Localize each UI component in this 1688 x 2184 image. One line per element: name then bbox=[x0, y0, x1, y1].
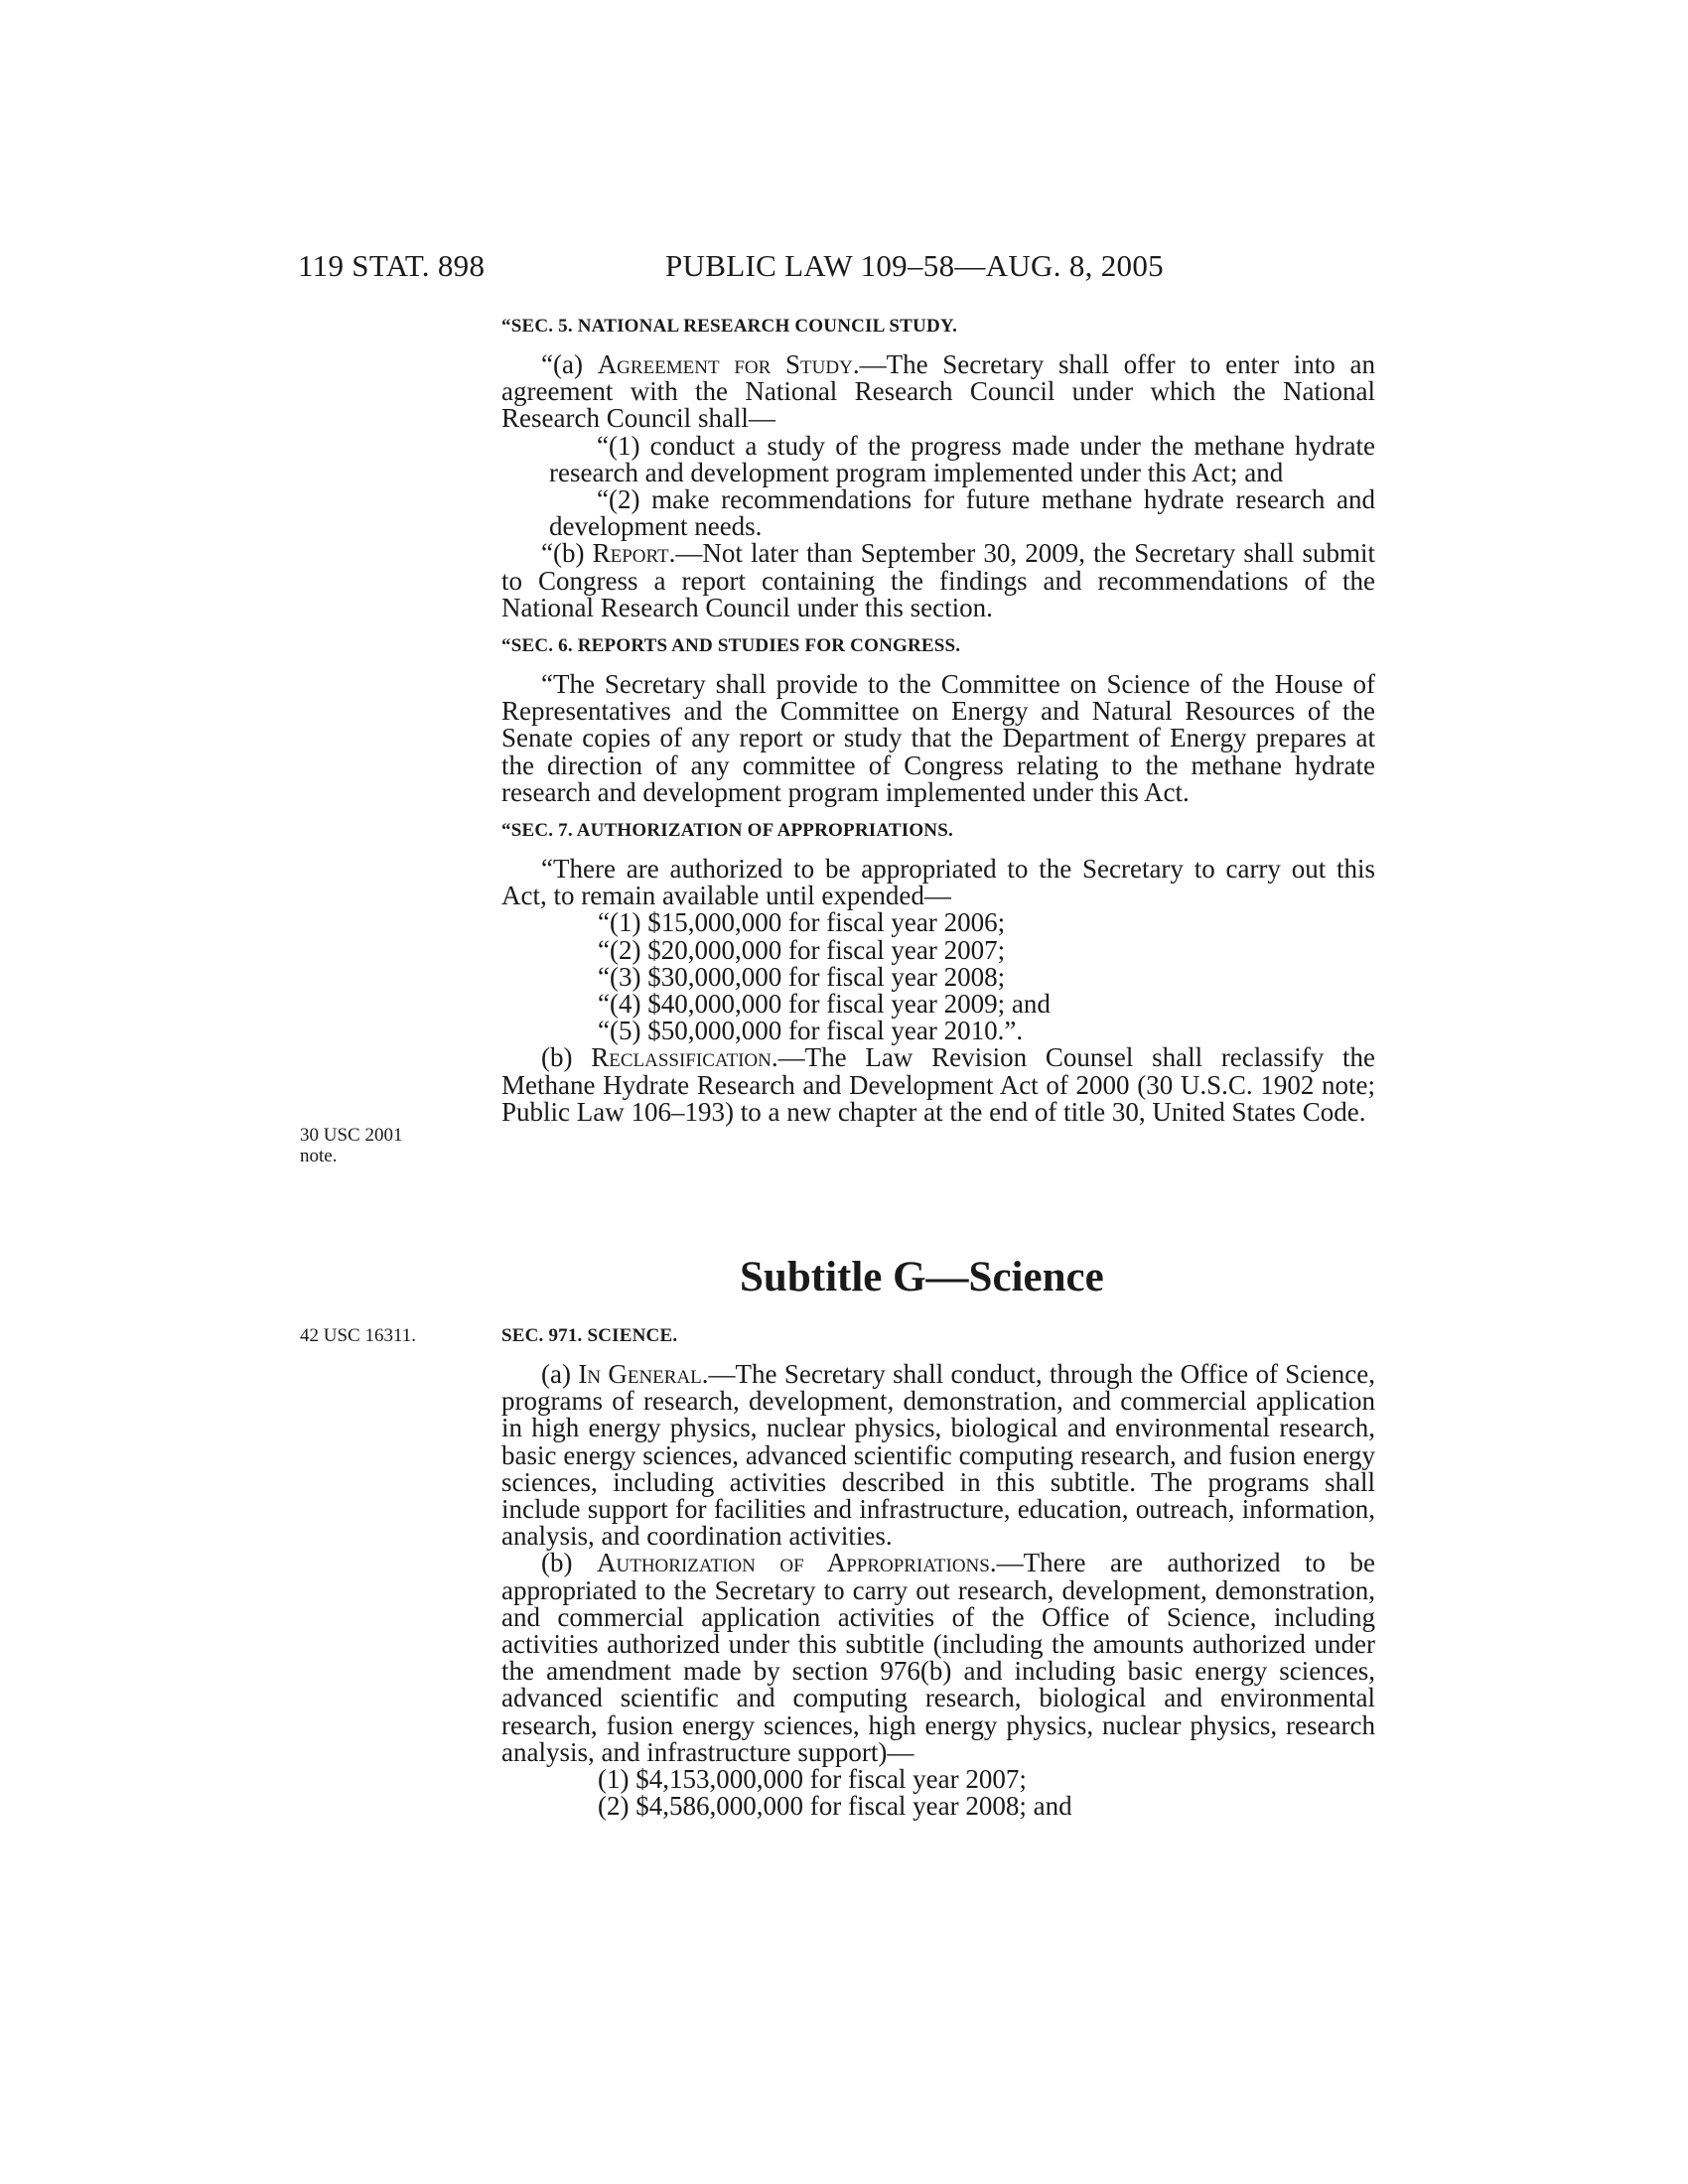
margin-note-line: note. bbox=[300, 1146, 338, 1166]
sec5-b-text: —Not later than September 30, 2009, the Secretary shall submit to Congress a report containing the findings and recommendations of the National Research Council under this section. bbox=[501, 538, 1375, 622]
reclass-open: (b) bbox=[541, 1042, 592, 1073]
sec971-subsection-a bbox=[501, 1361, 1375, 1550]
sec5-b-caption: Report. bbox=[592, 538, 676, 569]
sec5-a-text: —The Secretary shall offer to enter into an agreement with the National Research Council under which the National Research Council shall— bbox=[501, 349, 1375, 434]
sec971-a-caption: In General. bbox=[578, 1359, 709, 1389]
reclassification-paragraph bbox=[501, 1044, 1375, 1126]
sec5-subsection-b bbox=[501, 540, 1375, 621]
sec971-subsection-b bbox=[501, 1550, 1375, 1766]
sec7-item: “(5) $50,000,000 for fiscal year 2010.”. bbox=[598, 1016, 1024, 1046]
sec971-b-text: —There are authorized to be appropriated to the Secretary to carry out research, development, demonstration, and commercial application activities of the Office of Science, including activities authorized under this subtitle (including the amounts authorized under the amendment made by section 976(b) and including basic energy sciences, advanced scientific and computing research, biological and environmental research, fusion energy sciences, high energy physics, nuclear physics, research analysis, and infrastructure support)— bbox=[501, 1548, 1375, 1767]
sec5-subsection-a bbox=[501, 351, 1375, 433]
sec971-a-open: (a) bbox=[541, 1359, 579, 1389]
sec971-item: (1) $4,153,000,000 for fiscal year 2007; bbox=[598, 1764, 1027, 1795]
public-law-header: PUBLIC LAW 109–58—AUG. 8, 2005 bbox=[665, 248, 1164, 283]
sec5-a-caption: Agreement for Study. bbox=[597, 349, 860, 379]
lower-body bbox=[501, 1325, 1375, 1820]
sec7-item: “(2) $20,000,000 for fiscal year 2007; bbox=[598, 934, 1006, 965]
sec6-text: “The Secretary shall provide to the Committee on Science of the House of Representatives and the Committee on Energy and Natural Resources of the Senate copies of any report or study that the Department of Energy prepares at the direction of any committee of Congress relating to the methane hydrate research and development program implemented under this Act. bbox=[501, 669, 1375, 807]
sec7-text: “There are authorized to be appropriated to the Secretary to carry out this Act, to remain available until expended— bbox=[501, 854, 1375, 911]
sec5-heading: “SEC. 5. NATIONAL RESEARCH COUNCIL STUDY. bbox=[501, 316, 958, 337]
sec7-heading: “SEC. 7. AUTHORIZATION OF APPROPRIATIONS. bbox=[501, 820, 953, 842]
sec7-item: “(1) $15,000,000 for fiscal year 2006; bbox=[598, 907, 1006, 938]
sec7-item: “(4) $40,000,000 for fiscal year 2009; and bbox=[598, 989, 1051, 1020]
subtitle-heading: Subtitle G—Science bbox=[740, 1254, 1104, 1300]
margin-note-line: 30 USC 2001 bbox=[300, 1125, 403, 1146]
sec5-b-open: “(b) bbox=[541, 538, 593, 569]
upper-body bbox=[501, 316, 1375, 1126]
sec971-item: (2) $4,586,000,000 for fiscal year 2008; and bbox=[598, 1791, 1072, 1822]
margin-note-42-usc: 42 USC 16311. bbox=[300, 1325, 417, 1346]
sec971-b-open: (b) bbox=[541, 1548, 597, 1578]
statute-page-number: 119 STAT. 898 bbox=[298, 248, 486, 283]
sec5-item-1: “(1) conduct a study of the progress made under the methane hydrate research and development program implemented under this Act; and bbox=[549, 430, 1375, 487]
sec5-item-2: “(2) make recommendations for future methane hydrate research and development needs. bbox=[549, 484, 1375, 542]
sec5-a-open: “(a) bbox=[541, 349, 598, 379]
sec6-heading: “SEC. 6. REPORTS AND STUDIES FOR CONGRESS. bbox=[501, 635, 961, 657]
reclass-text: —The Law Revision Counsel shall reclassify the Methane Hydrate Research and Development Act of 2000 (30 U.S.C. 1902 note; Public Law 106–193) to a new chapter at the end of title 30, United States Code. bbox=[501, 1042, 1375, 1127]
sec971-a-text: —The Secretary shall conduct, through the Office of Science, programs of research, development, demonstration, and commercial application in high energy physics, nuclear physics, biological and environmental research, basic energy sciences, advanced scientific computing research, and fusion energy sciences, including activities described in this subtitle. The programs shall include support for facilities and infrastructure, education, outreach, information, analysis, and coordination activities. bbox=[501, 1359, 1375, 1552]
margin-note-30-usc bbox=[300, 1125, 459, 1166]
sec971-heading: SEC. 971. SCIENCE. bbox=[501, 1325, 678, 1346]
sec7-item: “(3) $30,000,000 for fiscal year 2008; bbox=[598, 961, 1006, 992]
reclass-caption: Reclassification. bbox=[591, 1042, 778, 1073]
sec971-b-caption: Authorization of Appropriations. bbox=[597, 1548, 997, 1578]
